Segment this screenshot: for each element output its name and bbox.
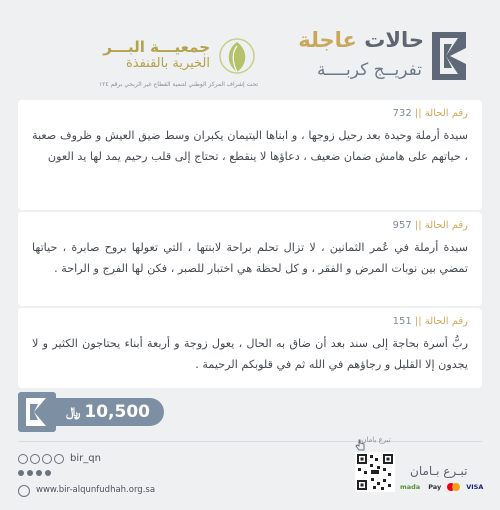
- social-handle[interactable]: bir_qn: [70, 453, 101, 464]
- case-description: سيدة أرملة في عُمر الثمانين ، لا تزال تحلم براحة لابنتها ، التي تعولها بروح صابرة ، حياتها تمضي بين نوبات المرض و الفقر ، و كل لحظة هي اختبار للصبر ، فكن لها الفرج و الراحة .: [32, 241, 468, 275]
- case-number: [32, 316, 468, 327]
- phone-icon[interactable]: [18, 470, 24, 476]
- case-number-value: 151: [392, 316, 412, 327]
- snapchat-icon[interactable]: [54, 454, 64, 464]
- hand-pointer-icon: [354, 439, 366, 451]
- social-icons: [18, 454, 64, 464]
- case-description: سيدة أرملة وحيدة بعد رحيل زوجها ، و ابناها اليتيمان يكبران وسط ضيق العيش و ظروف صعبة ، حياتهم على هامش ضمان ضعيف ، دعاؤها لا ينقطع ، تحتاج إلى قلب رحيم يمد لها يد العون: [32, 129, 468, 163]
- contact-icons: [18, 470, 51, 476]
- case-number-label: رقم الحالة ||: [414, 220, 468, 231]
- brand-mark-icon: [432, 32, 466, 80]
- twitter-icon[interactable]: [42, 454, 52, 464]
- donate-label: تبـرع بـامان: [410, 464, 468, 478]
- case-card: [18, 212, 482, 306]
- charity-subtitle: تحت إشراف المركز الوطني لتنمية القطاع غير الربحي برقم ١٢٤: [98, 81, 258, 88]
- case-card: [18, 100, 482, 210]
- case-number-value: 732: [392, 108, 412, 119]
- leaf-emblem-icon: [216, 36, 258, 80]
- linkedin-icon[interactable]: [45, 470, 51, 476]
- page-title: [298, 28, 424, 52]
- page-subtitle: تفريــج كربــــة: [316, 60, 422, 80]
- visa-logo-icon: VISA: [466, 483, 484, 491]
- case-number: [32, 220, 468, 231]
- charity-name: جمعيـــة البـــر: [103, 38, 210, 56]
- qr-code[interactable]: [355, 452, 395, 492]
- case-number-label: رقم الحالة ||: [414, 108, 468, 119]
- whatsapp-icon[interactable]: [27, 470, 33, 476]
- case-number-value: 957: [392, 220, 412, 231]
- brand-mark-small-icon: [18, 392, 56, 432]
- title-word-1: حالات: [364, 28, 424, 52]
- youtube-icon[interactable]: [36, 470, 42, 476]
- charity-name-line2: الخيرية بالقنفذة: [125, 56, 210, 71]
- footer-divider: [18, 441, 482, 442]
- riyal-icon: ﷼: [65, 404, 81, 420]
- case-number-label: رقم الحالة ||: [414, 316, 468, 327]
- mastercard-logo-icon: [447, 483, 460, 491]
- donation-total-amount: 10,500: [84, 402, 150, 422]
- case-number: [32, 108, 468, 119]
- case-description: ربُّ أسرة بحاجة إلى سند بعد أن ضاق به الحال ، يعول زوجة و أربعة أبناء يحتاجون الكثير و لا يجدون إلا القليل و رجاؤهم في الله ثم في قلوبكم الرحيمة .: [32, 337, 468, 371]
- instagram-icon[interactable]: [30, 454, 40, 464]
- payment-methods: [398, 482, 485, 492]
- charity-logo: [18, 36, 258, 92]
- globe-icon: [18, 485, 30, 497]
- website-link[interactable]: www.bir-alqunfudhah.org.sa: [36, 485, 156, 495]
- apple-pay-logo-icon: Pay: [428, 483, 442, 491]
- tiktok-icon[interactable]: [18, 454, 28, 464]
- scan-hint: تبرع بامان: [361, 436, 391, 444]
- case-card: [18, 308, 482, 388]
- header: [0, 0, 500, 96]
- title-word-2: عاجلة: [298, 28, 357, 52]
- mada-logo-icon: mada: [400, 483, 421, 491]
